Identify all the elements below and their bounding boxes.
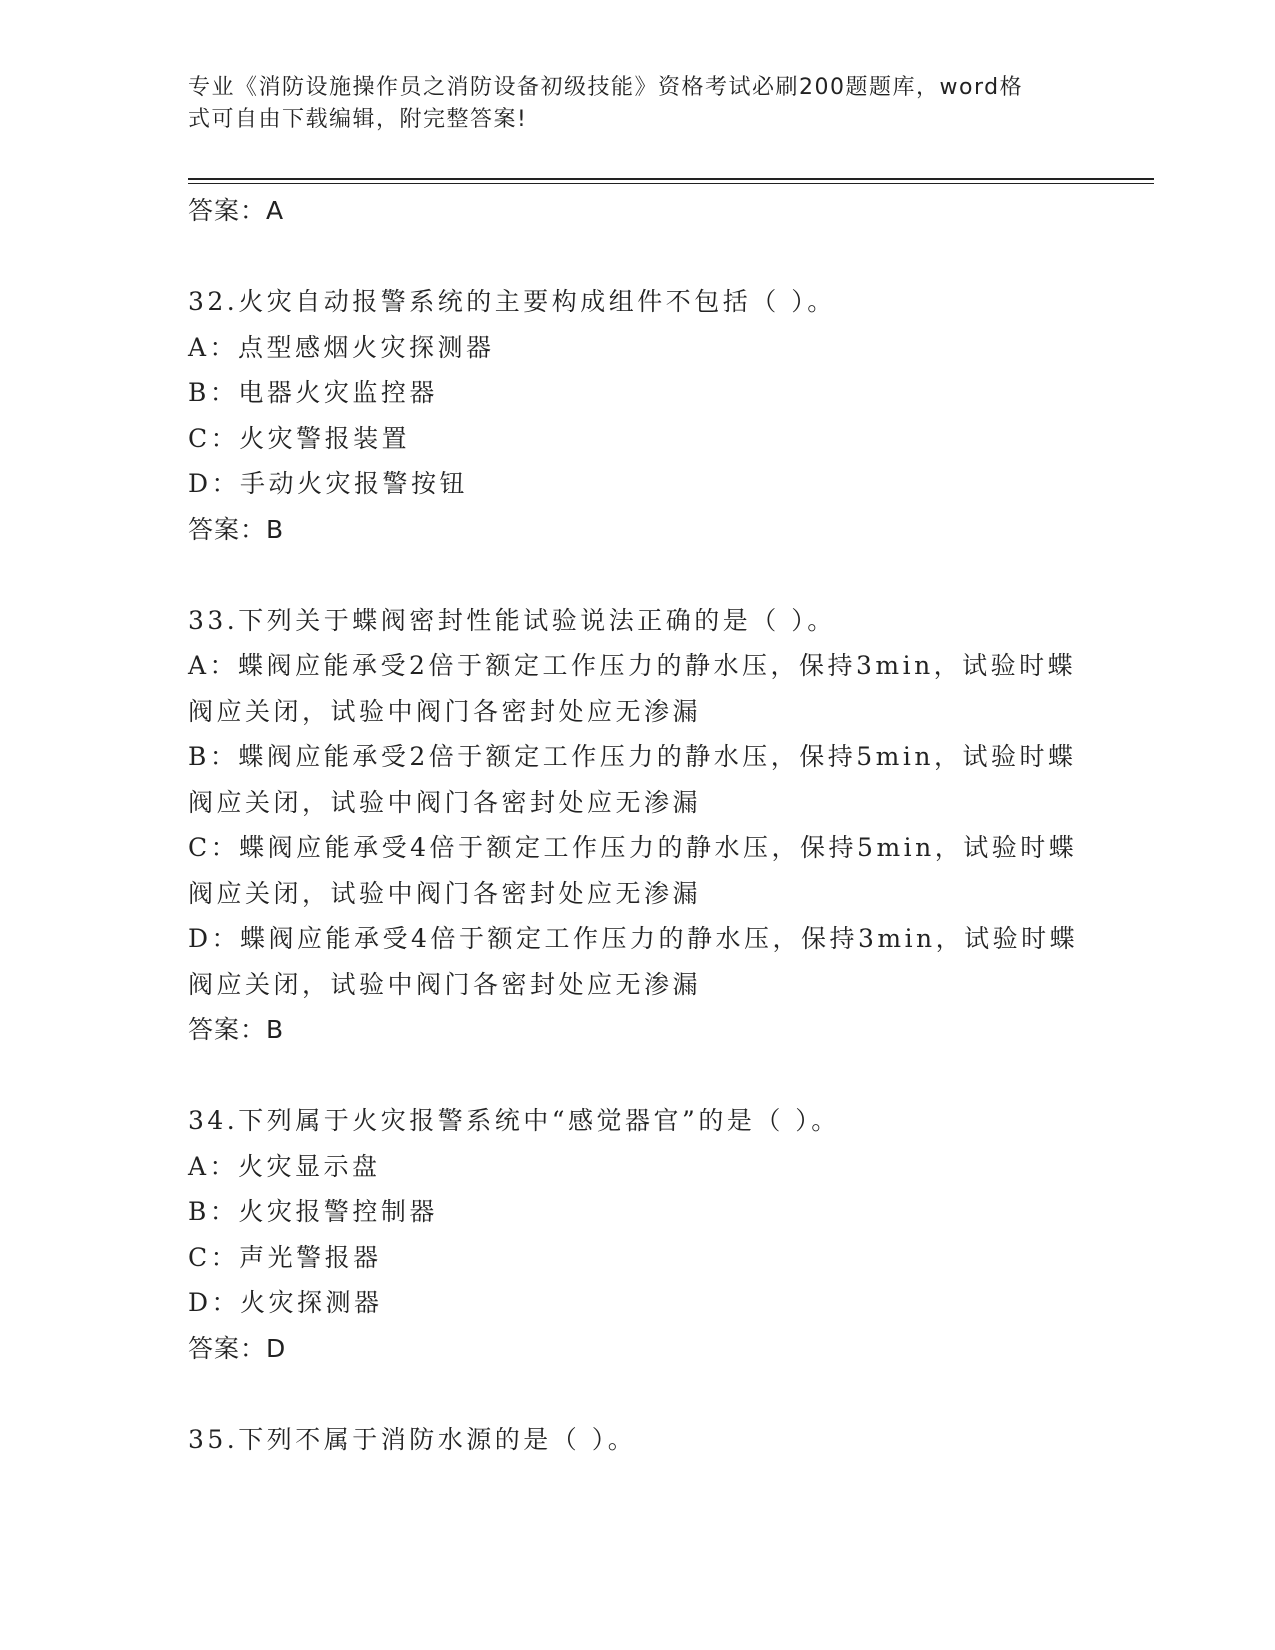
option-b-line-1: B：蝶阀应能承受2倍于额定工作压力的静水压，保持5min，试验时蝶 [188, 742, 1077, 771]
answer-value: B [266, 1015, 285, 1044]
header-divider-thick [188, 178, 1154, 180]
option-a-line-2: 阀应关闭，试验中阀门各密封处应无渗漏 [188, 696, 702, 726]
spacer [188, 1053, 1088, 1099]
question-stem: 32.火灾自动报警系统的主要构成组件不包括（ ）。 [188, 287, 836, 316]
option-d-line-2: 阀应关闭，试验中阀门各密封处应无渗漏 [188, 969, 702, 999]
option-c: C：声光警报器 [188, 1242, 382, 1272]
header-line-1: 专业《消防设施操作员之消防设备初级技能》资格考试必刷200题题库，word格 [188, 75, 1024, 100]
option-a: A：点型感烟火灾探测器 [188, 332, 495, 362]
answer-line [188, 507, 1088, 553]
option-b [188, 734, 1088, 825]
spacer [188, 552, 1088, 598]
option-d-line-1: D：蝶阀应能承受4倍于额定工作压力的静水压，保持3min，试验时蝶 [188, 924, 1079, 953]
question-list [188, 188, 1088, 1462]
question-32 [188, 279, 1088, 552]
header-line-2: 式可自由下载编辑，附完整答案! [188, 107, 528, 132]
option-b: B：火灾报警控制器 [188, 1197, 438, 1226]
answer-prefix: 答案： [188, 196, 267, 225]
option-a [188, 643, 1088, 734]
answer-prefix: 答案： [188, 1015, 267, 1044]
option-d [188, 916, 1088, 1007]
answer-line [188, 1326, 1088, 1372]
question-stem: 33.下列关于蝶阀密封性能试验说法正确的是（ ）。 [188, 605, 836, 635]
option-a: A：火灾显示盘 [188, 1151, 381, 1181]
answer-value: A [266, 196, 285, 225]
answer-prefix: 答案： [188, 514, 267, 544]
option-b: B：电器火灾监控器 [188, 378, 438, 407]
answer-value: B [266, 514, 285, 544]
question-stem: 34.下列属于火灾报警系统中“感觉器官”的是（ ）。 [188, 1106, 840, 1135]
answer-line [188, 1007, 1088, 1053]
option-b-line-2: 阀应关闭，试验中阀门各密封处应无渗漏 [188, 787, 702, 817]
option-a-line-1: A：蝶阀应能承受2倍于额定工作压力的静水压，保持3min，试验时蝶 [188, 651, 1077, 680]
option-c-line-2: 阀应关闭，试验中阀门各密封处应无渗漏 [188, 878, 702, 908]
option-c: C：火灾警报装置 [188, 423, 411, 453]
question-34 [188, 1098, 1088, 1371]
answer-line-31 [188, 188, 1088, 234]
option-c [188, 825, 1088, 916]
spacer [188, 234, 1088, 280]
question-35 [188, 1417, 1088, 1463]
question-33 [188, 598, 1088, 1053]
answer-prefix: 答案： [188, 1333, 267, 1363]
option-c-line-1: C：蝶阀应能承受4倍于额定工作压力的静水压，保持5min，试验时蝶 [188, 833, 1078, 862]
option-d: D：手动火灾报警按钮 [188, 469, 469, 498]
question-stem: 35.下列不属于消防水源的是（ ）。 [188, 1424, 637, 1454]
option-d: D：火灾探测器 [188, 1288, 383, 1317]
spacer [188, 1371, 1088, 1417]
header-divider-thin [188, 183, 1154, 184]
document-header [188, 72, 1068, 136]
answer-value: D [266, 1333, 287, 1363]
